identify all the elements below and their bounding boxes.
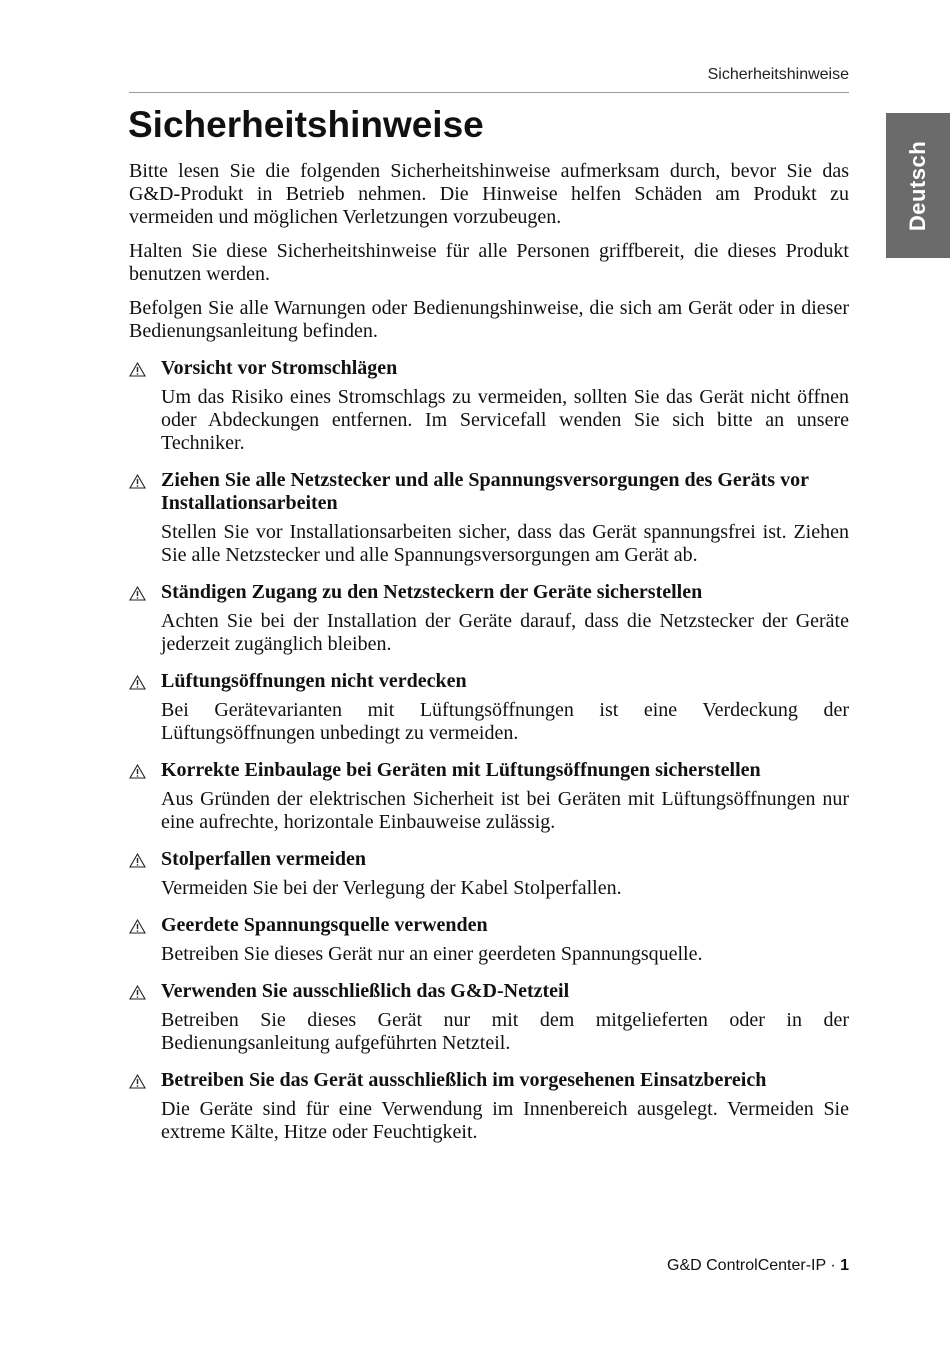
notice-text: Betreiben Sie dieses Gerät nur mit dem mitgelieferten oder in der Bedienungsanleitung aufgeführten Netzteil. [161,1009,849,1054]
warning-triangle-icon [129,764,146,779]
warning-triangle-icon [129,985,146,1000]
intro-paragraph: Bitte lesen Sie die folgenden Sicherheitshinweise aufmerksam durch, bevor Sie das G&D-Produkt in Betrieb nehmen. Die Hinweise helfen Schäden am Produkt zu vermeiden und möglichen Verletzungen vorzubeugen. [129,160,849,228]
notice-title: Ziehen Sie alle Netzstecker und alle Spannungsversorgungen des Geräts vor Installationsarbeiten [161,469,809,514]
notice-text: Achten Sie bei der Installation der Geräte darauf, dass die Netzstecker der Geräte jederzeit zugänglich bleiben. [161,610,849,655]
safety-notice [129,1069,849,1144]
footer-separator: · [825,1257,841,1274]
notice-text: Die Geräte sind für eine Verwendung im Innenbereich ausgelegt. Vermeiden Sie extreme Kälte, Hitze oder Feuchtigkeit. [161,1098,849,1143]
notice-title: Betreiben Sie das Gerät ausschließlich im vorgesehenen Einsatzbereich [161,1069,767,1091]
safety-notice [129,914,849,966]
warning-triangle-icon [129,675,146,690]
safety-notice [129,980,849,1055]
warning-triangle-icon [129,362,146,377]
language-tab-label: Deutsch [905,140,931,231]
safety-notice [129,670,849,745]
notice-text: Betreiben Sie dieses Gerät nur an einer geerdeten Spannungsquelle. [161,943,703,965]
safety-notice [129,357,849,455]
notice-title: Ständigen Zugang zu den Netzsteckern der Geräte sicherstellen [161,581,703,603]
intro-paragraph: Halten Sie diese Sicherheitshinweise für alle Personen griffbereit, die dieses Produkt benutzen werden. [129,240,849,285]
safety-notice [129,581,849,656]
safety-notice [129,469,849,567]
notice-title: Geerdete Spannungsquelle verwenden [161,914,488,936]
header-rule [129,92,849,93]
running-head: Sicherheitshinweise [707,66,849,83]
notice-title: Lüftungsöffnungen nicht verdecken [161,670,467,692]
page-title: Sicherheitshinweise [128,104,484,145]
notice-title: Korrekte Einbaulage bei Geräten mit Lüftungsöffnungen sicherstellen [161,759,761,781]
notice-text: Stellen Sie vor Installationsarbeiten sicher, dass das Gerät spannungsfrei ist. Ziehen Sie alle Netzstecker und alle Spannungsversorgungen am Gerät ab. [161,521,849,566]
safety-notice [129,848,849,900]
warning-triangle-icon [129,586,146,601]
safety-notice [129,759,849,834]
notice-title: Stolperfallen vermeiden [161,848,366,870]
notice-text: Vermeiden Sie bei der Verlegung der Kabel Stolperfallen. [161,877,622,899]
footer-product: G&D ControlCenter-IP [667,1257,826,1274]
language-tab [886,113,950,258]
warning-triangle-icon [129,1074,146,1089]
page-number: 1 [840,1257,849,1274]
notice-text: Um das Risiko eines Stromschlags zu vermeiden, sollten Sie das Gerät nicht öffnen oder Abdeckungen entfernen. Im Servicefall wenden Sie sich bitte an unsere Techniker. [161,386,849,454]
intro [129,160,849,343]
main-content [129,160,849,1144]
intro-paragraph: Befolgen Sie alle Warnungen oder Bedienungshinweise, die sich am Gerät oder in dieser Bedienungsanleitung befinden. [129,297,849,342]
notice-text: Bei Gerätevarianten mit Lüftungsöffnungen ist eine Verdeckung der Lüftungsöffnungen unbedingt zu vermeiden. [161,699,849,744]
warning-triangle-icon [129,919,146,934]
warning-triangle-icon [129,853,146,868]
warning-triangle-icon [129,474,146,489]
notice-title: Vorsicht vor Stromschlägen [161,357,398,379]
notice-title: Verwenden Sie ausschließlich das G&D-Netzteil [161,980,570,1002]
notice-text: Aus Gründen der elektrischen Sicherheit ist bei Geräten mit Lüftungsöffnungen nur eine aufrechte, horizontale Einbauweise zulässig. [161,788,849,833]
page-footer [129,1257,849,1275]
